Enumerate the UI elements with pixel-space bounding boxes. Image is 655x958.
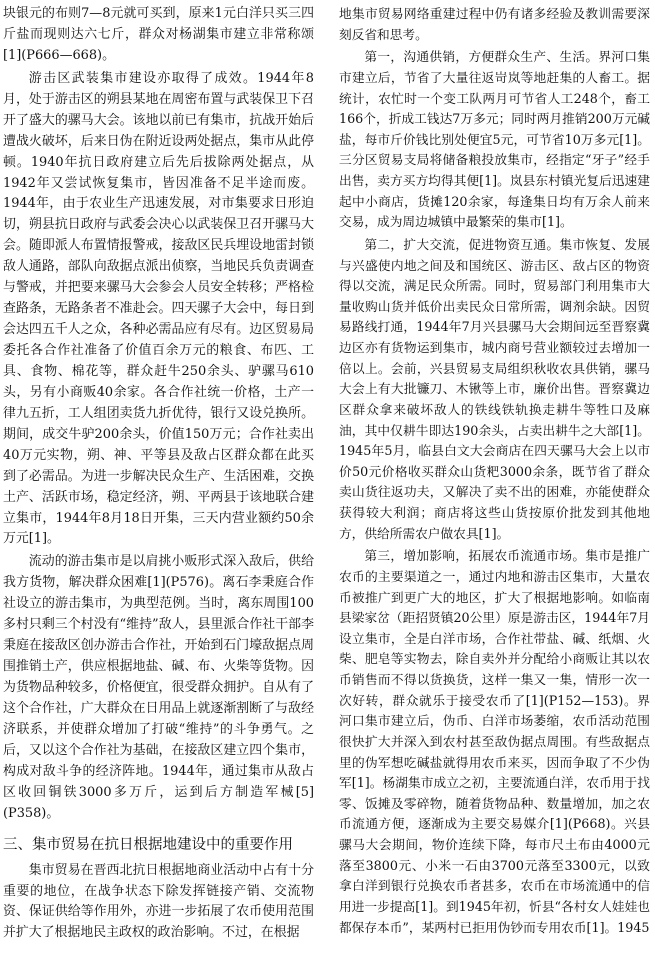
left-paragraph-1: 块银元的布则7—8元就可买到，原来1元白洋只买三四斤盐而现则达六七斤，群众对杨湖集市建立非常称颂[1](P666—668)。 [3,6,314,63]
right-paragraph-1: 地集市贸易网络重建过程中仍有诸多经验及教训需要深刻反省和思考。 [339,6,650,42]
section-heading: 三、集市贸易在抗日根据地建设中的重要作用 [3,836,293,853]
right-paragraph-2: 第一，沟通供销，方便群众生产、生活。界河口集市建立后，节省了大量往返岢岚等地赶集的人畜工。据统计，农忙时一个变工队两月可节省人工248个，畜工166个，折成工钱达7万多元；同时两月推销200万元碱盐，每市斤价钱比别处便宜5元，可节省10万多元[1]。三分区贸易支局将储备粮投放集市，经指定“牙子”经手出售，卖方买方均得其便[1]。岚县东村镇光复后迅速建起中小商店，货摊120余家，每逢集日均有万余人前来交易，成为周边城镇中最繁荣的集市[1]。 [339,49,650,230]
left-paragraph-2: 游击区武装集市建设亦取得了成效。1944年8月，处于游击区的朔县某地在周密布置与武装保卫下召开了盛大的骡马大会。该地以前已有集市，抗战开始后遭战火破坏，后来日伪在附近设两处据点，集市从此停顿。1940年抗日政府建立后先后拔除两处据点，从1942年又尝试恢复集市，皆因准备不足半途而废。1944年，由于农业生产迅速发展，对市集要求日形迫切，朔县抗日政府与武委会决心以武装保卫召开骡马大会。随即派人布置情报警戒，接敌区民兵埋设地雷封锁敌人通路，部队向敌据点派出侦察，当地民兵负责调查与警戒，并把要来骡马大会参会人员安全转移；严格检查路条，无路条者不准赴会。四天骡子大会中，每日到会达四五千人之众，各种必需品应有尽有。边区贸易局委托各合作社准备了价值百余万元的粮食、布匹、工具、食物、棉花等，群众赶牛250余头、驴骡马610头，另有小商贩40余家。各合作社统一价格，土产一律九五折，工人组团卖货九折优待，银行又设兑换所。期间，成交牛驴200余头，价值150万元；合作社卖出40万元实物，朔、神、平等县及敌占区群众都在此买到了必需品。为进一步解决民众生产、生活困难，交换土产、活跃市场，稳定经济，朔、平两县于该地联合建立集市，1944年8月18日开集，三天内营业额约50余万元[1]。 [3,70,314,547]
left-column [3,4,314,944]
right-paragraph-3: 第二，扩大交流，促进物资互通。集市恢复、发展与兴盛使内地之间及和国统区、游击区、敌占区的物资得以交流，满足民众所需。同时，贸易部门利用集市大量收购山货并低价出卖民众日常所需，调剂余缺。因贸易路线打通，1944年7月兴县骡马大会期间远至晋察冀边区亦有货物运到集市，城内商号营业额较过去增加一倍以上。会前，兴县贸易支局组织秋收农具供销，骡马大会上有大批镰刀、木锹等上市，廉价出售。晋察冀边区群众拿来破坏敌人的铁线铁轨换走耕牛等牲口及麻油，其中仅耕牛即达190余头，占卖出耕牛之大部[1]。1945年5月，临县白文大会商店在四天骡马大会上以市价50元价格收买群众山货粑3000余条，既节省了群众卖山货往返功夫，又解决了卖不出的困难，亦能使群众获得较大利润；商店将这些山货按原价批发到其他地方，供给所需农户做农具[1]。 [339,236,650,541]
left-paragraph-4: 集市贸易在晋西北抗日根据地商业活动中占有十分重要的地位，在战争状态下除发挥链接产销、交流物资、保证供给等作用外，亦进一步拓展了农币使用范围并扩大了根据地民主政权的政治影响。不过，在根据 [3,862,314,941]
right-paragraph-4: 第三，增加影响，拓展农币流通市场。集市是推广农币的主要渠道之一，通过内地和游击区集市，大量农币被推广到更广大的地区，扩大了根据地影响。如临南县梁家岔（距招贤镇20公里）原是游击区，1944年7月设立集市，全是白洋市场，合作社带盐、碱、纸烟、火柴、肥皂等实物去，除自卖外并分配给小商贩让其以农币销售而不得以货换货，这样一集又一集，情形一次一次好转，群众就乐于接受农币了[1](P152—153)。界河口集市建立后，伪币、白洋市场萎缩，农币活动范围很快扩大并深入到农村甚至敌伪据点周围。有些敌据点里的伪军想吃碱盐就得用农币来买，因而争取了不少伪军[1]。杨湖集市成立之初，主要流通白洋，农币用于找零、饭摊及零碎物，随着货物品种、数量增加，加之农币流通方便，逐渐成为主要交易媒介[1](P668)。兴县骡马大会期间，物价连续下降，每市尺土布由4000元落至3800元、小米一石由3700元落至3300元，以致拿白洋到银行兑换农币者甚多，农币在市场流通中的信用进一步提高[1]。到1945年初，忻县“各村女人娃娃也都保存本币”，某两村已拒用伪钞而专用农币[1]。1945 [339,548,650,935]
right-column [339,4,650,938]
left-paragraph-3: 流动的游击集市是以肩挑小贩形式深入敌后，供给我方货物，解决群众困难[1](P576)。离石李秉庭合作社设立的游击集市，为典型范例。当时，离东周围100多村只剩三个村没有“维持”敌人，县里派合作社干部李秉庭在接敌区创办游击合作社，开始到石门壕敌据点周围推销土产，供应根据地盐、碱、布、火柴等货物。因为货物品种较多，价格便宜，很受群众拥护。自从有了这个合作社，广大群众在日用品上就逐渐割断了与敌经济联系，并使群众增加了打破“维持”的斗争勇气。之后，又以这个合作社为基础，在接敌区建立四个集市，构成对敌斗争的经济阵地。1944年，通过集市从敌占区收回铜铁3000多万斤，运到后方制造军械[5](P358)。 [3,554,314,821]
